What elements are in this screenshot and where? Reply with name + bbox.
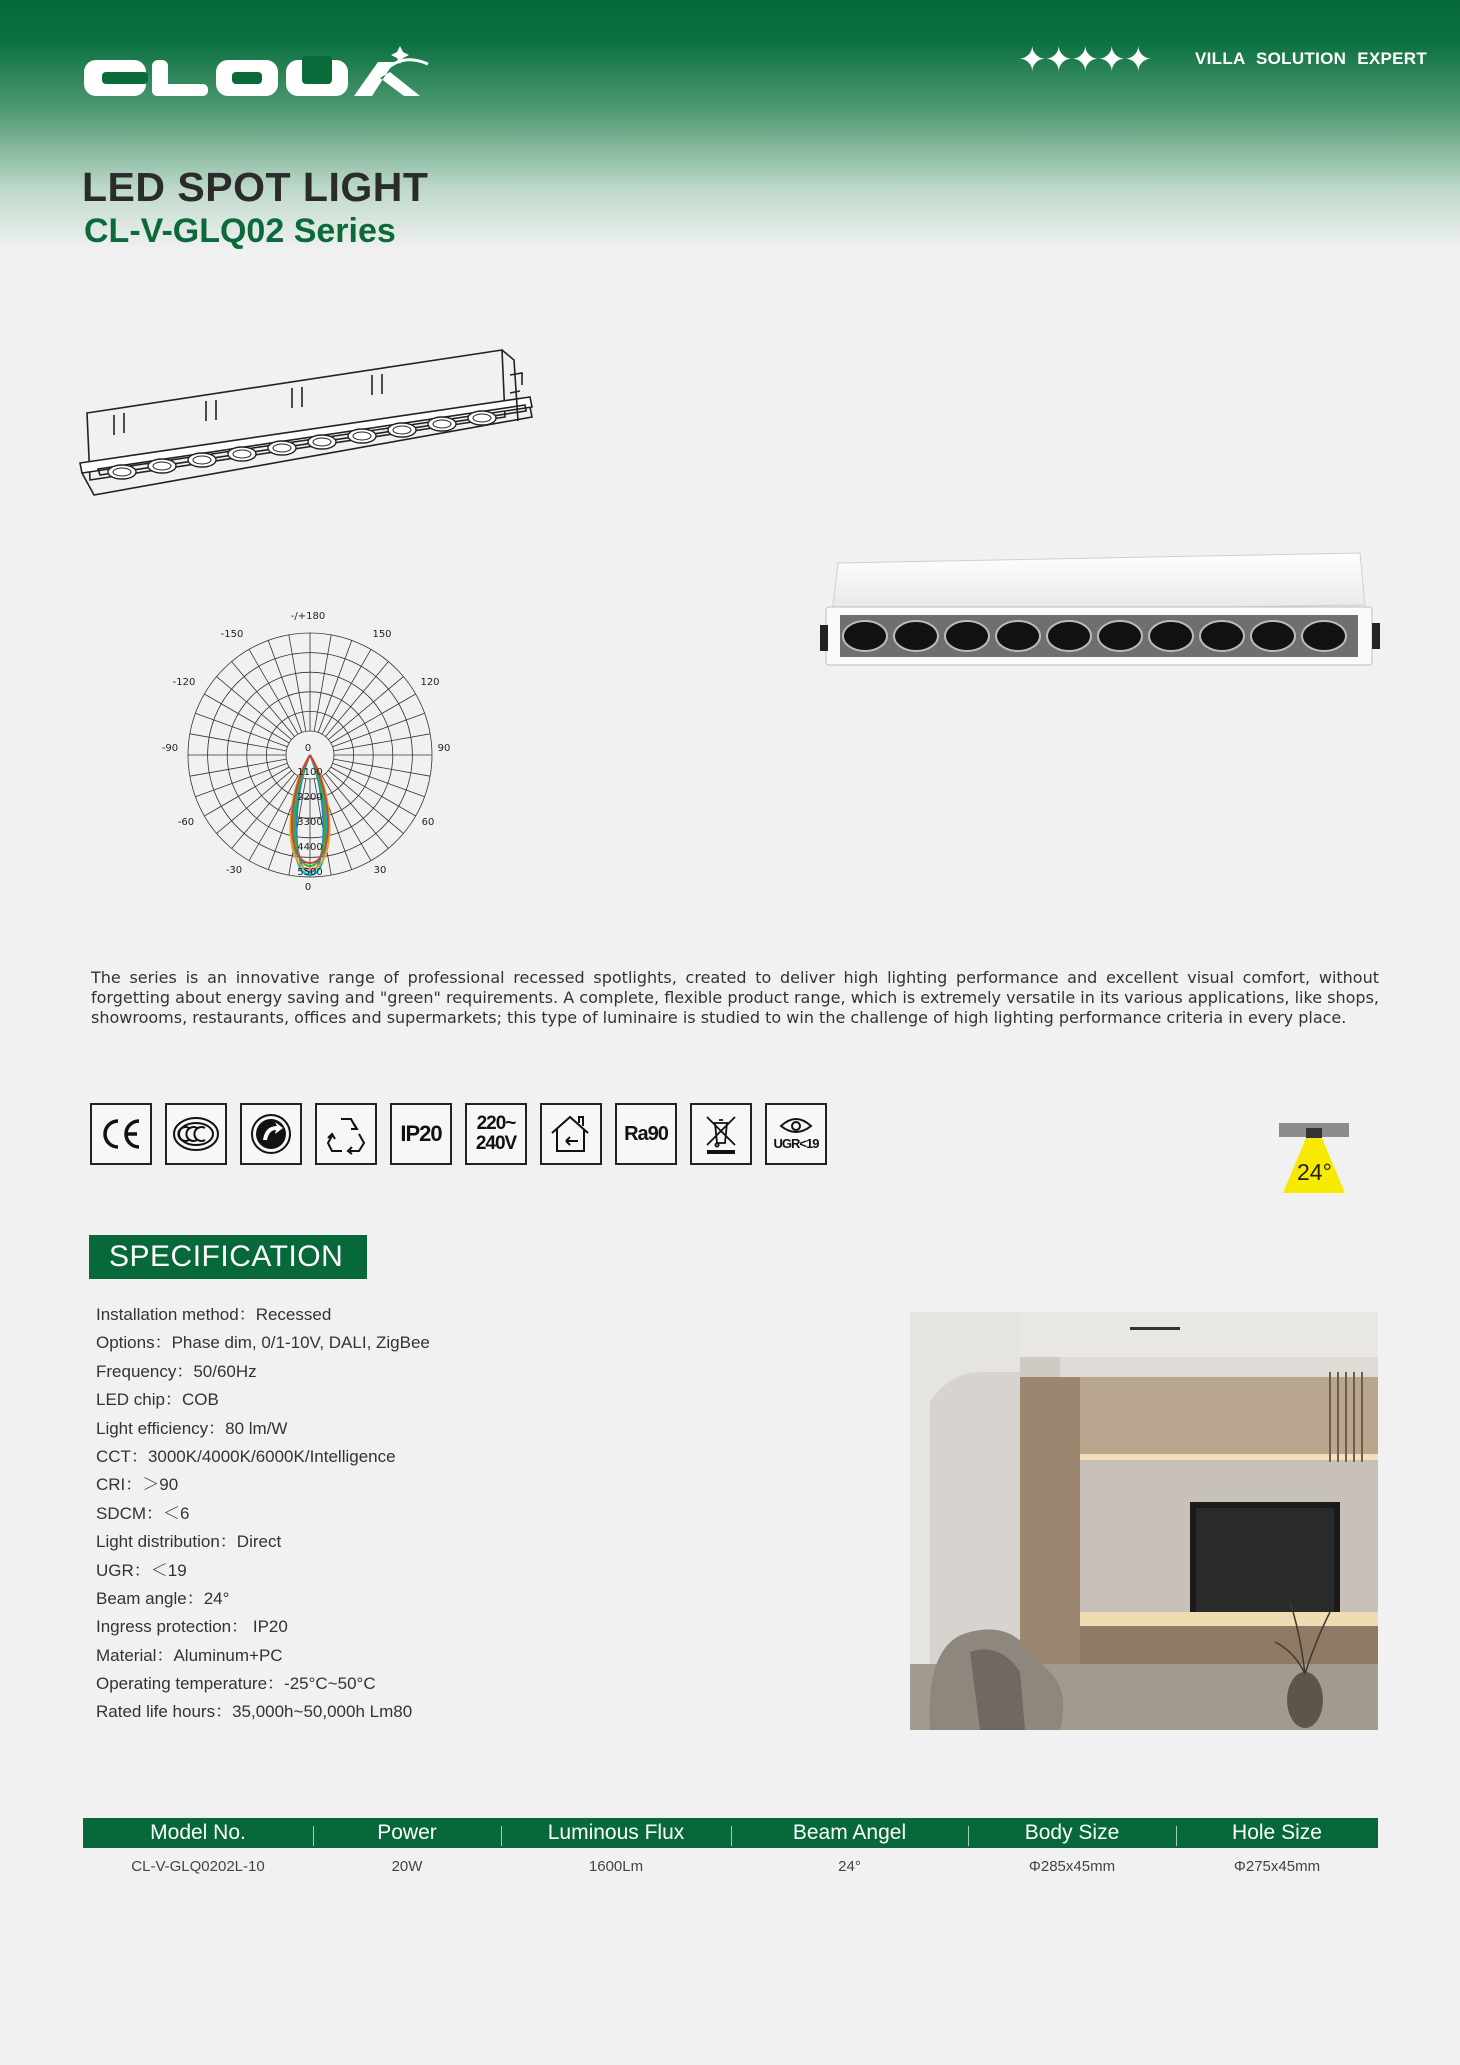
- polar-grid-spoke: [325, 662, 388, 737]
- beam-angle-label: 24°: [1297, 1159, 1332, 1185]
- table-cell: 24°: [838, 1857, 861, 1875]
- polar-ring-label: 5500: [297, 867, 323, 878]
- polar-angle-label: -/+180: [290, 611, 326, 622]
- polar-grid-spoke: [318, 640, 352, 732]
- voltage-icon: [465, 1103, 527, 1165]
- polar-grid-spoke: [195, 713, 287, 747]
- polar-grid-spoke: [217, 770, 292, 833]
- spec-item: Installation method：Recessed: [96, 1305, 332, 1324]
- recycle-icon: [315, 1103, 377, 1165]
- spec-item: Options：Phase dim, 0/1-10V, DALI, ZigBee: [96, 1333, 430, 1353]
- polar-angle-label: 0: [304, 882, 312, 893]
- spec-item: Rated life hours：35,000h~50,000h Lm80: [96, 1702, 413, 1722]
- polar-grid-spoke: [325, 773, 388, 848]
- column-header: Body Size: [968, 1821, 1176, 1845]
- spec-item: CRI：＞90: [96, 1475, 179, 1495]
- spec-item: CCT：3000K/4000K/6000K/Intelligence: [96, 1446, 396, 1466]
- indoor-use-icon: [540, 1103, 602, 1165]
- table-cell: 20W: [391, 1857, 423, 1875]
- polar-ring-label: 3300: [297, 817, 323, 828]
- spec-item: Frequency：50/60Hz: [96, 1361, 257, 1381]
- rating-stars: ✦✦✦✦✦: [1018, 40, 1151, 80]
- polar-angle-label: -90: [161, 743, 179, 754]
- weee-bin-icon: [690, 1103, 752, 1165]
- column-header: Beam Angel: [731, 1821, 968, 1845]
- polar-grid-spoke: [232, 773, 295, 848]
- table-cell: Φ285x45mm: [1028, 1857, 1116, 1875]
- polar-angle-label: 120: [420, 677, 440, 688]
- ce-mark-icon: [90, 1103, 152, 1165]
- spec-item: Operating temperature：-25°C~50°C: [96, 1674, 376, 1694]
- specification-heading: SPECIFICATION: [89, 1235, 367, 1279]
- spec-item: Ingress protection： IP20: [96, 1617, 288, 1637]
- product-title: LED SPOT LIGHT: [82, 164, 429, 210]
- ip-rating-icon: IP20: [390, 1103, 452, 1165]
- product-photo: [820, 545, 1380, 675]
- polar-angle-label: -30: [225, 865, 243, 876]
- polar-grid-spoke: [333, 763, 425, 797]
- polar-ring-label: 2200: [297, 792, 323, 803]
- spec-item: Light distribution：Direct: [96, 1532, 282, 1552]
- spec-item: Material：Aluminum+PC: [96, 1645, 283, 1665]
- spec-item: LED chip：COB: [96, 1390, 219, 1410]
- polar-grid-spoke: [289, 635, 306, 732]
- polar-grid-spoke: [190, 759, 287, 776]
- polar-grid-spoke: [217, 677, 292, 740]
- tagline: VILLA SOLUTION EXPERT: [1195, 49, 1428, 68]
- spec-item: Beam angle：24°: [96, 1588, 230, 1608]
- polar-grid-spoke: [334, 734, 431, 751]
- polar-ring-label: 4400: [297, 842, 323, 853]
- model-table: [83, 1818, 1378, 1884]
- polar-angle-label: -150: [220, 629, 244, 640]
- column-header: Power: [313, 1821, 501, 1845]
- polar-angle-label: 60: [421, 817, 435, 828]
- voltage-line-2: 240V: [475, 1133, 517, 1154]
- polar-ring-label: 1100: [297, 767, 323, 778]
- application-room-photo: [910, 1312, 1378, 1730]
- column-header: Luminous Flux: [501, 1821, 731, 1845]
- table-row: [83, 1848, 1378, 1884]
- product-line-drawing: [70, 345, 540, 510]
- polar-angle-label: 30: [373, 865, 387, 876]
- specification-list: [96, 1301, 430, 1727]
- rohs-arrow-icon: [240, 1103, 302, 1165]
- table-cell: 1600Lm: [588, 1857, 644, 1875]
- polar-center-label: 0: [304, 743, 312, 754]
- column-header: Hole Size: [1176, 1821, 1378, 1845]
- cloux-logo: [82, 44, 434, 102]
- ugr-eye-icon: [765, 1103, 827, 1165]
- polar-grid-spoke: [232, 662, 295, 737]
- polar-angle-label: 90: [437, 743, 451, 754]
- polar-grid-spoke: [268, 640, 302, 732]
- polar-grid-spoke: [190, 734, 287, 751]
- polar-grid-spoke: [195, 763, 287, 797]
- table-cell: CL-V-GLQ0202L-10: [131, 1857, 265, 1875]
- spec-item: Light efficiency：80 lm/W: [96, 1418, 288, 1438]
- table-header: [83, 1818, 1378, 1848]
- product-series: CL-V-GLQ02 Series: [84, 212, 396, 250]
- ugr-label: UGR<19: [773, 1136, 819, 1151]
- polar-grid-spoke: [328, 770, 403, 833]
- spec-item: UGR：＜19: [96, 1560, 187, 1580]
- polar-angle-label: -60: [177, 817, 195, 828]
- product-description: The series is an innovative range of professional recessed spotlights, created to deliver high lighting performance and excellent visual comfort, without forgetting about energy saving and "green" requirements. A complete, flexible product range, which is extremely versatile in its various applications, like shops, showrooms, restaurants, offices and supermarkets; this type of luminaire is studied to win the challenge of high lighting performance criteria in every place.: [91, 968, 1379, 1027]
- polar-angle-label: 150: [372, 629, 392, 640]
- ccc-mark-icon: [165, 1103, 227, 1165]
- light-distribution-polar-diagram: [150, 605, 470, 895]
- cri-icon: Ra90: [615, 1103, 677, 1165]
- table-cell: Φ275x45mm: [1233, 1857, 1321, 1875]
- voltage-line-1: 220~: [476, 1113, 516, 1134]
- polar-grid-spoke: [334, 759, 431, 776]
- polar-grid-spoke: [314, 635, 331, 732]
- spec-item: SDCM：＜6: [96, 1503, 190, 1523]
- polar-grid-spoke: [328, 677, 403, 740]
- polar-angle-label: -120: [172, 677, 196, 688]
- column-header: Model No.: [150, 1821, 246, 1844]
- polar-grid-spoke: [333, 713, 425, 747]
